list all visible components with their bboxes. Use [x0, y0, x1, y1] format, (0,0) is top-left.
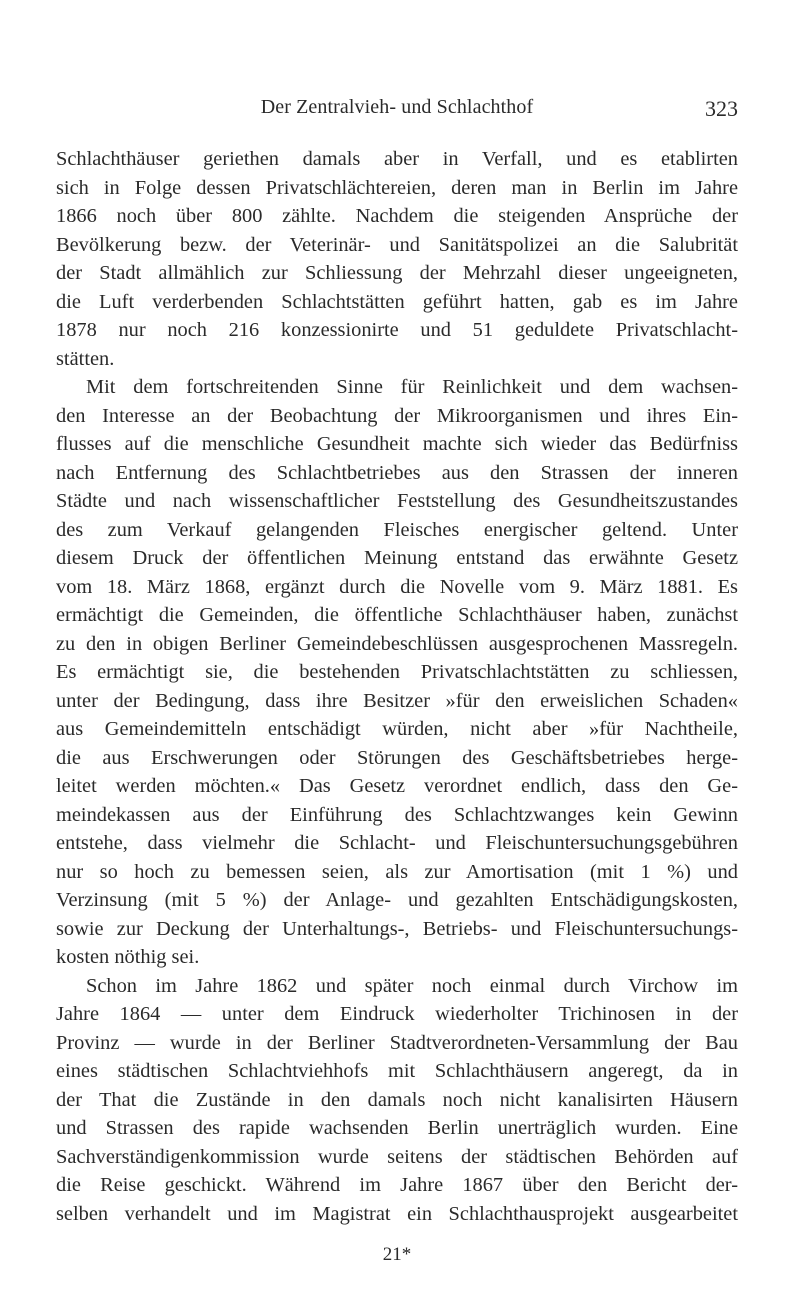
paragraph-start-line: Schon im Jahre 1862 und später noch einmal durch Virchow im: [86, 974, 738, 997]
text-line: die Luft verderbenden Schlachtstätten geführt hatten, gab es im Jahre: [56, 290, 738, 313]
text-line: der That die Zustände in den damals noch nicht kanalisirten Häusern: [56, 1088, 738, 1111]
running-head: [56, 96, 738, 124]
text-line: Es ermächtigt sie, die bestehenden Privatschlachtstätten zu schliessen,: [56, 661, 738, 683]
running-title: Der Zentralvieh- und Schlachthof: [260, 96, 534, 118]
text-line: diesem Druck der öffentlichen Meinung entstand das erwähnte Gesetz: [56, 547, 738, 569]
text-line: Bevölkerung bezw. der Veterinär- und Sanitätspolizei an die Salubrität: [56, 233, 738, 256]
text-line: zu den in obigen Berliner Gemeindebeschlüssen ausgesprochenen Massregeln.: [56, 632, 738, 655]
text-line: eines städtischen Schlachtviehhofs mit Schlachthäusern angeregt, da in: [56, 1060, 738, 1082]
text-line: 1866 noch über 800 zählte. Nachdem die steigenden Ansprüche der: [56, 205, 738, 227]
paragraph-start-line: Mit dem fortschreitenden Sinne für Reinlichkeit und dem wachsen-: [86, 376, 738, 398]
text-line: Städte und nach wissenschaftlicher Feststellung des Gesundheitszustandes: [56, 490, 738, 512]
text-line: die Reise geschickt. Während im Jahre 1867 über den Bericht der-: [56, 1174, 738, 1196]
text-line: aus Gemeindemitteln entschädigt würden, nicht aber »für Nachtheile,: [56, 718, 738, 740]
text-line: unter der Bedingung, dass ihre Besitzer »für den erweislichen Schaden«: [56, 689, 738, 712]
text-line: meindekassen aus der Einführung des Schlachtzwanges kein Gewinn: [56, 803, 738, 826]
text-line: Verzinsung (mit 5 %) der Anlage- und gezahlten Entschädigungskosten,: [56, 889, 738, 911]
text-line: Jahre 1864 — unter dem Eindruck wiederholter Trichinosen in der: [56, 1003, 738, 1025]
text-line: 1878 nur noch 216 konzessionirte und 51 geduldete Privatschlacht-: [56, 319, 738, 341]
text-line: nur so hoch zu bemessen seien, als zur Amortisation (mit 1 %) und: [56, 860, 738, 883]
text-line: ermächtigt die Gemeinden, die öffentliche Schlachthäuser haben, zunächst: [56, 604, 738, 626]
signature-mark: 21*: [382, 1244, 412, 1265]
text-line: nach Entfernung des Schlachtbetriebes aus den Strassen der inneren: [56, 461, 738, 484]
text-line: sich in Folge dessen Privatschlächtereien, deren man in Berlin im Jahre: [56, 176, 738, 199]
text-line: vom 18. März 1868, ergänzt durch die Novelle vom 9. März 1881. Es: [56, 575, 738, 598]
body-text: [56, 145, 738, 1228]
text-line: des zum Verkauf gelangenden Fleisches energischer geltend. Unter: [56, 518, 738, 541]
text-line: Schlachthäuser geriethen damals aber in Verfall, und es etablirten: [56, 148, 738, 170]
text-line: die aus Erschwerungen oder Störungen des Geschäftsbetriebes herge-: [56, 746, 738, 769]
page-number: 323: [705, 96, 738, 121]
text-line: den Interesse an der Beobachtung der Mikroorganismen und ihres Ein-: [56, 404, 738, 427]
text-line: stätten.: [56, 347, 115, 370]
text-line: Sachverständigenkommission wurde seitens der städtischen Behörden auf: [56, 1145, 738, 1168]
text-line: leitet werden möchten.« Das Gesetz verordnet endlich, dass den Ge-: [56, 775, 738, 797]
text-line: flusses auf die menschliche Gesundheit machte sich wieder das Bedürfniss: [56, 433, 738, 455]
text-line: selben verhandelt und im Magistrat ein Schlachthausprojekt ausgearbeitet: [56, 1202, 738, 1225]
text-line: der Stadt allmählich zur Schliessung der Mehrzahl dieser ungeeigneten,: [56, 262, 738, 284]
text-line: sowie zur Deckung der Unterhaltungs-, Betriebs- und Fleischuntersuchungs-: [56, 917, 738, 940]
text-line: entstehe, dass vielmehr die Schlacht- und Fleischuntersuchungsgebühren: [56, 832, 738, 854]
text-line: kosten nöthig sei.: [56, 946, 200, 968]
text-line: und Strassen des rapide wachsenden Berlin unerträglich wurden. Eine: [56, 1117, 738, 1139]
text-line: Provinz — wurde in der Berliner Stadtverordneten-Versammlung der Bau: [56, 1031, 738, 1054]
